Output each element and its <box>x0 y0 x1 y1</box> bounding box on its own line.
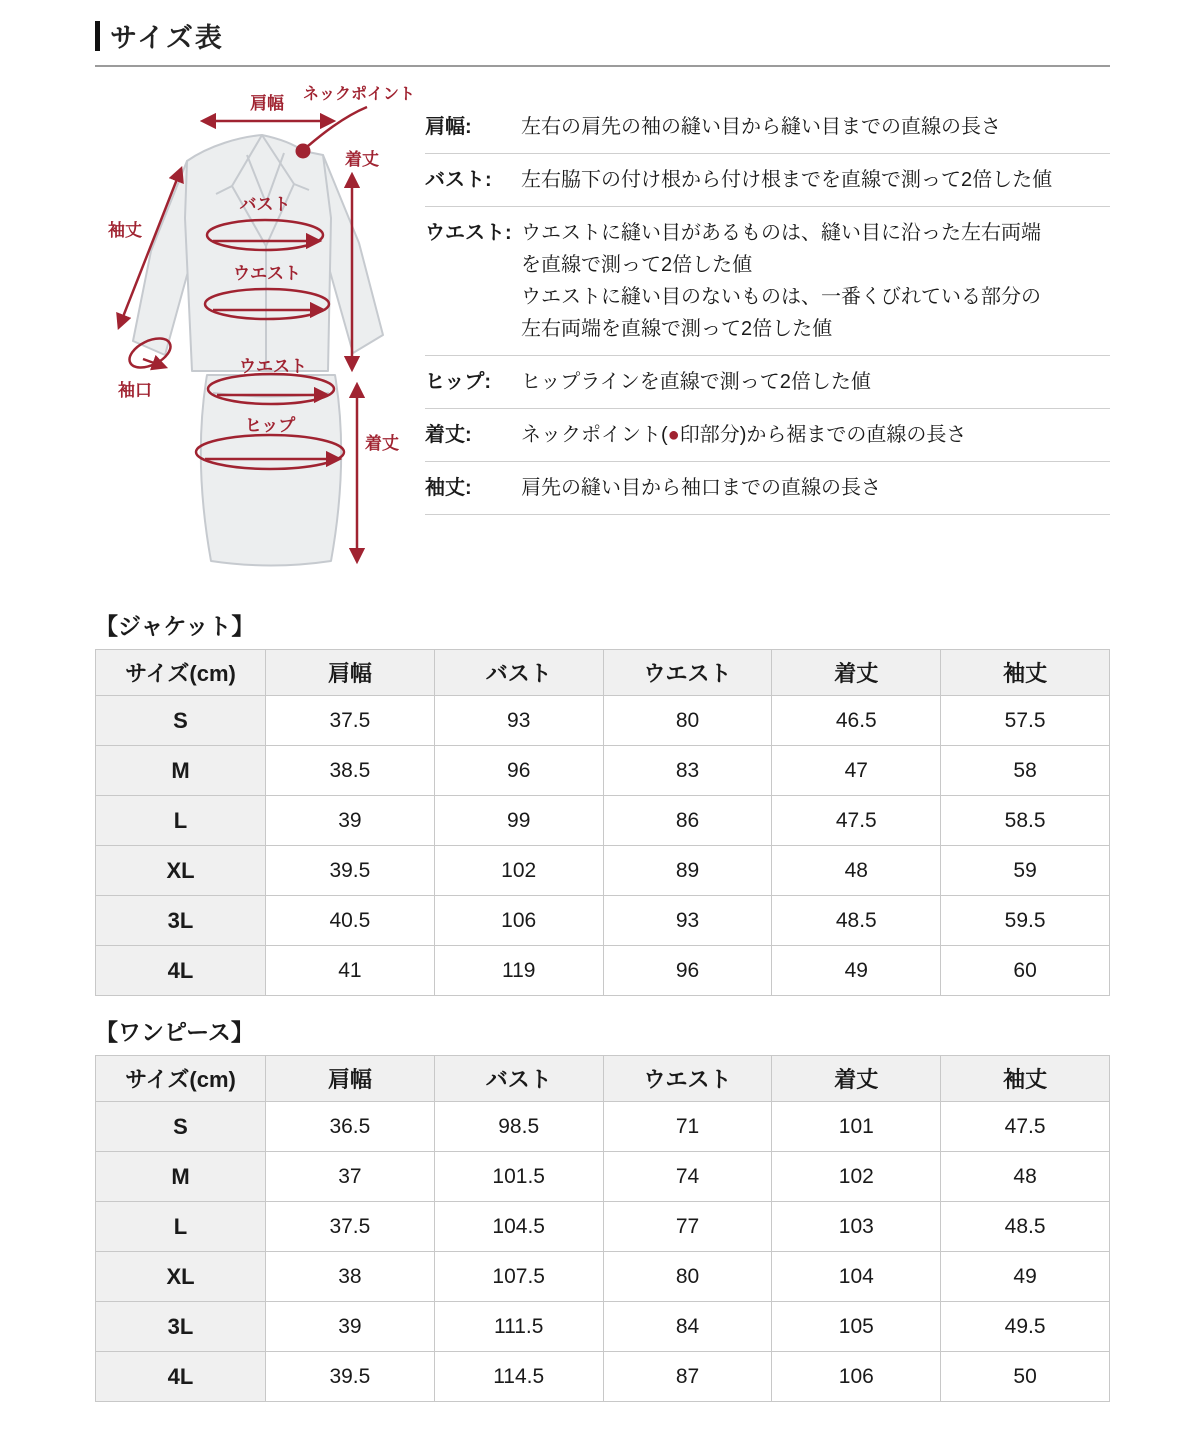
table-row <box>96 1102 1110 1152</box>
jacket-illustration <box>133 135 383 371</box>
definition-row-sleeve <box>425 462 1110 515</box>
definition-term: ヒップ: <box>425 371 492 393</box>
size-label: S <box>96 1102 266 1152</box>
definition-line: ウエストに縫い目があるものは、縫い目に沿った左右両端 <box>521 222 1041 244</box>
size-value: 71 <box>603 1102 772 1152</box>
column-header-4: 着丈 <box>772 650 941 696</box>
definition-line: ヒップラインを直線で測って2倍した値 <box>521 371 871 393</box>
size-value: 104.5 <box>434 1202 603 1252</box>
size-value: 36.5 <box>266 1102 435 1152</box>
definition-term: 肩幅: <box>425 116 472 138</box>
column-header-2: バスト <box>434 650 603 696</box>
measurement-guide-section <box>95 83 1110 580</box>
size-value: 105 <box>772 1302 941 1352</box>
garment-diagram-svg <box>95 83 425 575</box>
size-value: 111.5 <box>434 1302 603 1352</box>
size-value: 41 <box>266 946 435 996</box>
size-value: 93 <box>434 696 603 746</box>
definition-text-suffix: 印部分)から裾までの直線の長さ <box>679 424 967 446</box>
column-header-2: バスト <box>434 1056 603 1102</box>
onepiece-table-heading: 【ワンピース】 <box>95 1019 254 1045</box>
size-value: 101.5 <box>434 1152 603 1202</box>
size-value: 104 <box>772 1252 941 1302</box>
jacket-size-table <box>95 649 1110 996</box>
size-value: 107.5 <box>434 1252 603 1302</box>
table-row <box>96 1252 1110 1302</box>
definition-line: 左右脇下の付け根から付け根までを直線で測って2倍した値 <box>521 169 1053 191</box>
table-header-row <box>96 1056 1110 1102</box>
size-value: 39.5 <box>266 1352 435 1402</box>
size-value: 49.5 <box>941 1302 1110 1352</box>
definition-term: 袖丈: <box>425 477 472 499</box>
size-value: 89 <box>603 846 772 896</box>
size-value: 40.5 <box>266 896 435 946</box>
size-label: S <box>96 696 266 746</box>
size-value: 47.5 <box>772 796 941 846</box>
definition-description <box>521 419 1110 451</box>
size-value: 39 <box>266 796 435 846</box>
size-value: 119 <box>434 946 603 996</box>
size-label: XL <box>96 1252 266 1302</box>
table-row <box>96 796 1110 846</box>
size-value: 84 <box>603 1302 772 1352</box>
size-label: L <box>96 1202 266 1252</box>
size-value: 50 <box>941 1352 1110 1402</box>
neck-point-label: ネックポイント <box>302 86 416 103</box>
onepiece-size-table <box>95 1055 1110 1402</box>
table-row <box>96 696 1110 746</box>
size-value: 37.5 <box>266 1202 435 1252</box>
size-value: 48.5 <box>941 1202 1110 1252</box>
size-label: XL <box>96 846 266 896</box>
column-header-0: サイズ(cm) <box>96 1056 266 1102</box>
table-row <box>96 1352 1110 1402</box>
page-title: サイズ表 <box>110 23 224 53</box>
size-value: 87 <box>603 1352 772 1402</box>
column-header-1: 肩幅 <box>266 1056 435 1102</box>
size-value: 59.5 <box>941 896 1110 946</box>
size-value: 58 <box>941 746 1110 796</box>
table-row <box>96 1152 1110 1202</box>
size-value: 102 <box>434 846 603 896</box>
definition-term: バスト: <box>425 169 492 191</box>
definition-description <box>521 472 1110 504</box>
column-header-1: 肩幅 <box>266 650 435 696</box>
definition-text-prefix: ネックポイント( <box>521 424 668 446</box>
column-header-5: 袖丈 <box>941 650 1110 696</box>
skirt-length-label: 着丈 <box>365 434 399 453</box>
size-value: 59 <box>941 846 1110 896</box>
size-value: 101 <box>772 1102 941 1152</box>
column-header-0: サイズ(cm) <box>96 650 266 696</box>
size-label: 3L <box>96 1302 266 1352</box>
size-value: 47 <box>772 746 941 796</box>
hip-label: ヒップ <box>244 416 296 435</box>
size-value: 48.5 <box>772 896 941 946</box>
size-value: 60 <box>941 946 1110 996</box>
waist-upper-label: ウエスト <box>233 264 301 283</box>
column-header-3: ウエスト <box>603 1056 772 1102</box>
definition-row-hip <box>425 356 1110 409</box>
size-value: 80 <box>603 696 772 746</box>
sleeve-length-label: 袖丈 <box>108 221 142 240</box>
table-row <box>96 896 1110 946</box>
measurement-definitions <box>425 83 1110 580</box>
definition-line: ウエストに縫い目のないものは、一番くびれている部分の <box>521 286 1041 308</box>
bust-label: バスト <box>239 195 291 214</box>
neck-point-dot-glyph: ● <box>667 424 680 446</box>
size-value: 103 <box>772 1202 941 1252</box>
definition-description <box>521 111 1110 143</box>
table-header-row <box>96 650 1110 696</box>
size-value: 99 <box>434 796 603 846</box>
size-value: 49 <box>772 946 941 996</box>
size-value: 58.5 <box>941 796 1110 846</box>
jacket-length-label: 着丈 <box>345 150 379 169</box>
size-value: 80 <box>603 1252 772 1302</box>
title-accent-bar <box>95 21 100 51</box>
size-value: 48 <box>772 846 941 896</box>
size-value: 83 <box>603 746 772 796</box>
table-row <box>96 746 1110 796</box>
size-value: 77 <box>603 1202 772 1252</box>
column-header-5: 袖丈 <box>941 1056 1110 1102</box>
definition-term: 着丈: <box>425 424 472 446</box>
definition-line: 左右の肩先の袖の縫い目から縫い目までの直線の長さ <box>521 116 1001 138</box>
size-value: 96 <box>434 746 603 796</box>
size-value: 57.5 <box>941 696 1110 746</box>
definition-description <box>521 217 1110 345</box>
size-label: L <box>96 796 266 846</box>
size-value: 37.5 <box>266 696 435 746</box>
cuff-label: 袖口 <box>118 381 152 400</box>
definition-description <box>521 164 1110 196</box>
size-value: 74 <box>603 1152 772 1202</box>
size-value: 96 <box>603 946 772 996</box>
size-value: 46.5 <box>772 696 941 746</box>
size-value: 37 <box>266 1152 435 1202</box>
definition-term: ウエスト: <box>425 222 512 244</box>
size-label: 4L <box>96 946 266 996</box>
size-value: 49 <box>941 1252 1110 1302</box>
garment-measurement-diagram <box>95 83 425 580</box>
column-header-3: ウエスト <box>603 650 772 696</box>
size-value: 86 <box>603 796 772 846</box>
size-value: 47.5 <box>941 1102 1110 1152</box>
size-value: 98.5 <box>434 1102 603 1152</box>
definition-row-waist <box>425 207 1110 356</box>
definition-row-shoulder <box>425 101 1110 154</box>
definition-line: を直線で測って2倍した値 <box>521 254 753 276</box>
definition-description <box>521 366 1110 398</box>
size-label: 4L <box>96 1352 266 1402</box>
definition-row-length <box>425 409 1110 462</box>
definition-row-bust <box>425 154 1110 207</box>
waist-lower-label: ウエスト <box>239 357 307 376</box>
size-label: M <box>96 1152 266 1202</box>
table-row <box>96 1302 1110 1352</box>
shoulder-width-label: 肩幅 <box>250 94 284 113</box>
table-row <box>96 1202 1110 1252</box>
table-row <box>96 846 1110 896</box>
jacket-table-heading: 【ジャケット】 <box>95 613 255 639</box>
size-value: 106 <box>434 896 603 946</box>
size-value: 39 <box>266 1302 435 1352</box>
size-value: 106 <box>772 1352 941 1402</box>
size-value: 93 <box>603 896 772 946</box>
size-value: 39.5 <box>266 846 435 896</box>
page-title-row <box>95 16 1110 67</box>
size-value: 48 <box>941 1152 1110 1202</box>
size-value: 114.5 <box>434 1352 603 1402</box>
table-row <box>96 946 1110 996</box>
size-value: 102 <box>772 1152 941 1202</box>
size-label: 3L <box>96 896 266 946</box>
definition-line <box>521 419 1110 451</box>
definition-line: 左右両端を直線で測って2倍した値 <box>521 318 833 340</box>
size-value: 38 <box>266 1252 435 1302</box>
size-label: M <box>96 746 266 796</box>
size-value: 38.5 <box>266 746 435 796</box>
definition-line: 肩先の縫い目から袖口までの直線の長さ <box>521 477 881 499</box>
column-header-4: 着丈 <box>772 1056 941 1102</box>
